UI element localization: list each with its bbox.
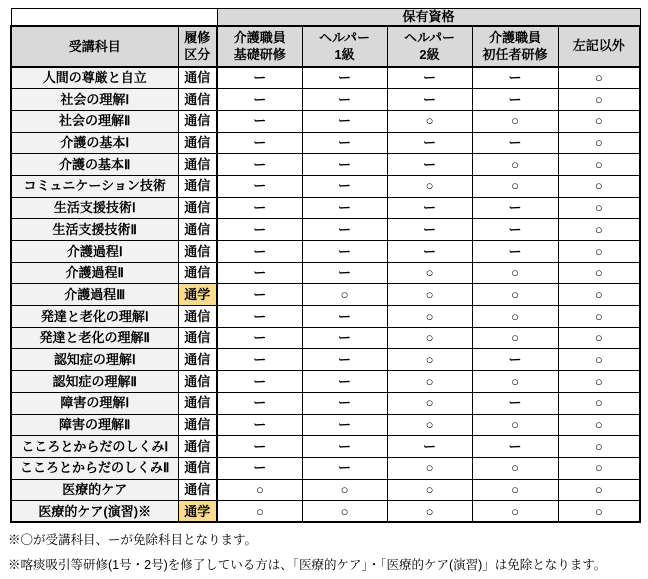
subject-cell: 人間の尊厳と自立: [11, 67, 178, 89]
value-cell: ー: [387, 89, 472, 111]
value-cell: ○: [472, 306, 558, 328]
value-cell: ー: [302, 175, 387, 197]
category-cell-correspondence: 通信: [178, 371, 217, 393]
table-row: [11, 262, 640, 284]
value-cell: ○: [387, 306, 472, 328]
value-cell: ○: [387, 349, 472, 371]
value-cell: ー: [217, 436, 302, 458]
subject-cell: 認知症の理解Ⅰ: [11, 349, 178, 371]
value-cell: ○: [217, 501, 302, 523]
value-cell: ー: [472, 349, 558, 371]
value-cell: ー: [472, 392, 558, 414]
value-cell: ー: [302, 219, 387, 241]
table-row: [11, 414, 640, 436]
value-cell: ○: [558, 306, 640, 328]
value-cell: ー: [217, 110, 302, 132]
value-cell: ○: [558, 414, 640, 436]
value-cell: ○: [387, 414, 472, 436]
value-cell: ー: [217, 89, 302, 111]
value-cell: ○: [558, 89, 640, 111]
value-cell: ○: [558, 262, 640, 284]
value-cell: ー: [472, 436, 558, 458]
value-cell: ー: [302, 154, 387, 176]
value-cell: ○: [302, 479, 387, 501]
value-cell: ○: [558, 219, 640, 241]
value-cell: ○: [472, 154, 558, 176]
table-row: [11, 371, 640, 393]
category-cell-correspondence: 通信: [178, 89, 217, 111]
value-cell: ー: [472, 219, 558, 241]
category-cell-correspondence: 通信: [178, 414, 217, 436]
value-cell: ○: [387, 175, 472, 197]
value-cell: ○: [472, 262, 558, 284]
value-cell: ○: [472, 371, 558, 393]
group-header-held-qualifications: 保有資格: [217, 9, 640, 27]
category-cell-correspondence: 通信: [178, 327, 217, 349]
table-row: [11, 219, 640, 241]
value-cell: ○: [472, 501, 558, 523]
value-cell: ー: [217, 132, 302, 154]
table-row: [11, 457, 640, 479]
value-cell: ○: [387, 371, 472, 393]
qualification-header-line: 1級: [334, 46, 355, 62]
category-cell-correspondence: 通信: [178, 306, 217, 328]
subject-cell: 障害の理解Ⅰ: [11, 392, 178, 414]
table-row: [11, 436, 640, 458]
value-cell: ○: [387, 392, 472, 414]
subject-cell: こころとからだのしくみⅡ: [11, 457, 178, 479]
value-cell: ー: [302, 436, 387, 458]
value-cell: ー: [302, 89, 387, 111]
subject-cell: 介護の基本Ⅱ: [11, 154, 178, 176]
value-cell: ー: [302, 306, 387, 328]
qualification-header-line: 基礎研修: [233, 46, 286, 62]
category-cell-correspondence: 通信: [178, 110, 217, 132]
value-cell: ー: [472, 89, 558, 111]
value-cell: ー: [302, 349, 387, 371]
value-cell: ー: [302, 132, 387, 154]
category-cell-correspondence: 通信: [178, 479, 217, 501]
value-cell: ー: [387, 436, 472, 458]
table-row: [11, 132, 640, 154]
category-header-line2: 区分: [184, 46, 211, 62]
value-cell: ○: [558, 154, 640, 176]
value-cell: ○: [217, 479, 302, 501]
value-cell: ー: [302, 392, 387, 414]
value-cell: ー: [387, 219, 472, 241]
category-cell-correspondence: 通信: [178, 349, 217, 371]
category-cell-correspondence: 通信: [178, 132, 217, 154]
table-row: [11, 89, 640, 111]
value-cell: ○: [472, 284, 558, 306]
value-cell: ー: [387, 154, 472, 176]
value-cell: ー: [217, 457, 302, 479]
category-header-line1: 履修: [184, 30, 211, 46]
value-cell: ー: [302, 67, 387, 89]
footnote-sputum-training: ※喀痰吸引等研修(1号・2号)を修了している方は、「医療的ケア」・「医療的ケア(演習)」は免除となります。: [8, 558, 607, 572]
column-header-qualification: [472, 26, 558, 67]
value-cell: ー: [217, 392, 302, 414]
qualification-header-line: 介護職員: [488, 30, 541, 46]
value-cell: ー: [217, 349, 302, 371]
value-cell: ー: [217, 154, 302, 176]
value-cell: ー: [217, 306, 302, 328]
column-header-qualification: [558, 26, 640, 67]
subject-cell: 発達と老化の理解Ⅰ: [11, 306, 178, 328]
category-cell-commuting: 通学: [178, 284, 217, 306]
subject-cell: 医療的ケア: [11, 479, 178, 501]
value-cell: ○: [472, 110, 558, 132]
subject-cell: 介護過程Ⅱ: [11, 262, 178, 284]
value-cell: ー: [387, 197, 472, 219]
table-row: [11, 175, 640, 197]
value-cell: ー: [472, 197, 558, 219]
table-row: [11, 154, 640, 176]
value-cell: ○: [558, 110, 640, 132]
qualification-header-line: 介護職員: [233, 30, 286, 46]
value-cell: ○: [558, 175, 640, 197]
subject-cell: こころとからだのしくみⅠ: [11, 436, 178, 458]
value-cell: ー: [472, 241, 558, 263]
value-cell: ○: [302, 284, 387, 306]
value-cell: ○: [387, 457, 472, 479]
qualification-header-line: ヘルパー: [403, 30, 456, 46]
value-cell: ー: [217, 175, 302, 197]
column-header-qualification: [302, 26, 387, 67]
value-cell: ○: [387, 110, 472, 132]
value-cell: ○: [558, 436, 640, 458]
table-row: [11, 241, 640, 263]
category-cell-correspondence: 通信: [178, 197, 217, 219]
value-cell: ー: [302, 414, 387, 436]
category-cell-correspondence: 通信: [178, 436, 217, 458]
value-cell: ー: [217, 284, 302, 306]
value-cell: ー: [217, 327, 302, 349]
value-cell: ○: [558, 197, 640, 219]
value-cell: ー: [217, 241, 302, 263]
value-cell: ー: [302, 327, 387, 349]
subject-cell: 認知症の理解Ⅱ: [11, 371, 178, 393]
value-cell: ー: [217, 197, 302, 219]
column-header-qualification: [217, 26, 302, 67]
table-row: [11, 327, 640, 349]
subject-cell: 生活支援技術Ⅱ: [11, 219, 178, 241]
value-cell: ー: [217, 371, 302, 393]
subject-cell: 生活支援技術Ⅰ: [11, 197, 178, 219]
category-cell-correspondence: 通信: [178, 241, 217, 263]
value-cell: ○: [558, 284, 640, 306]
value-cell: ○: [387, 501, 472, 523]
value-cell: ○: [472, 479, 558, 501]
qualification-exemption-table: [10, 8, 641, 523]
header-notch: [11, 9, 217, 27]
value-cell: ○: [558, 392, 640, 414]
value-cell: ○: [387, 262, 472, 284]
subject-cell: 介護過程Ⅰ: [11, 241, 178, 263]
value-cell: ○: [387, 479, 472, 501]
subject-cell: 障害の理解Ⅱ: [11, 414, 178, 436]
category-cell-correspondence: 通信: [178, 67, 217, 89]
column-header-subject: 受講科目: [11, 26, 178, 67]
value-cell: ー: [302, 457, 387, 479]
value-cell: ○: [302, 501, 387, 523]
value-cell: ○: [558, 501, 640, 523]
category-cell-commuting: 通学: [178, 501, 217, 523]
value-cell: ○: [472, 327, 558, 349]
table-row: [11, 501, 640, 523]
value-cell: ○: [558, 67, 640, 89]
value-cell: ー: [472, 67, 558, 89]
subject-cell: 介護の基本Ⅰ: [11, 132, 178, 154]
footnote-legend: ※〇が受講科目、ーが免除科目となります。: [8, 533, 258, 547]
subject-cell: 社会の理解Ⅰ: [11, 89, 178, 111]
qualification-header-line: ヘルパー: [318, 30, 371, 46]
table-row: [11, 110, 640, 132]
table-row: [11, 479, 640, 501]
table-row: [11, 67, 640, 89]
value-cell: ー: [302, 262, 387, 284]
value-cell: ー: [302, 197, 387, 219]
value-cell: ー: [387, 67, 472, 89]
value-cell: ○: [387, 327, 472, 349]
subject-cell: 医療的ケア(演習)※: [11, 501, 178, 523]
value-cell: ー: [387, 132, 472, 154]
column-header-qualification: [387, 26, 472, 67]
value-cell: ー: [302, 110, 387, 132]
qualification-header-line: 左記以外: [572, 38, 625, 54]
value-cell: ○: [387, 284, 472, 306]
table-row: [11, 392, 640, 414]
value-cell: ○: [472, 457, 558, 479]
value-cell: ー: [472, 132, 558, 154]
value-cell: ー: [302, 241, 387, 263]
value-cell: ○: [558, 479, 640, 501]
value-cell: ○: [558, 371, 640, 393]
value-cell: ー: [217, 219, 302, 241]
subject-cell: 発達と老化の理解Ⅱ: [11, 327, 178, 349]
value-cell: ー: [217, 414, 302, 436]
value-cell: ○: [558, 241, 640, 263]
table-row: [11, 349, 640, 371]
value-cell: ○: [558, 349, 640, 371]
qualification-header-line: 2級: [419, 46, 440, 62]
category-cell-correspondence: 通信: [178, 262, 217, 284]
category-cell-correspondence: 通信: [178, 154, 217, 176]
value-cell: ー: [302, 371, 387, 393]
value-cell: ー: [387, 241, 472, 263]
subject-cell: 社会の理解Ⅱ: [11, 110, 178, 132]
value-cell: ○: [472, 414, 558, 436]
value-cell: ○: [472, 175, 558, 197]
subject-cell: 介護過程Ⅲ: [11, 284, 178, 306]
group-header-row: [11, 9, 640, 27]
category-cell-correspondence: 通信: [178, 219, 217, 241]
value-cell: ○: [558, 457, 640, 479]
category-cell-correspondence: 通信: [178, 175, 217, 197]
table-row: [11, 197, 640, 219]
value-cell: ー: [217, 262, 302, 284]
value-cell: ー: [217, 67, 302, 89]
value-cell: ○: [558, 327, 640, 349]
category-cell-correspondence: 通信: [178, 392, 217, 414]
value-cell: ○: [558, 132, 640, 154]
table-row: [11, 306, 640, 328]
column-header-row: [11, 26, 640, 67]
category-cell-correspondence: 通信: [178, 457, 217, 479]
table-row: [11, 284, 640, 306]
subject-cell: コミュニケーション技術: [11, 175, 178, 197]
column-header-category: [178, 26, 217, 67]
qualification-header-line: 初任者研修: [482, 46, 548, 62]
